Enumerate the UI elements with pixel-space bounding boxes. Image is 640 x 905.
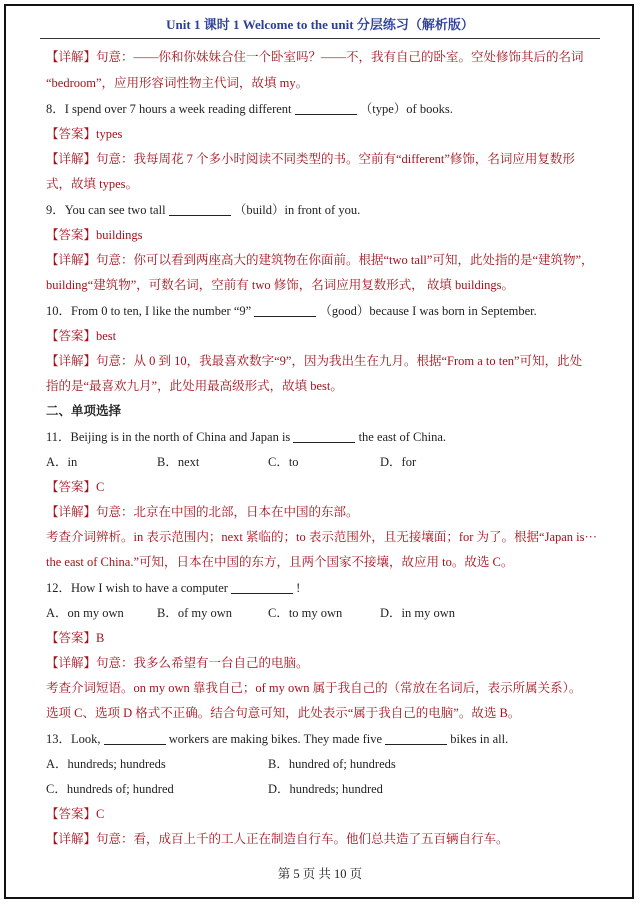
answer-blank	[385, 732, 447, 745]
answer-12: 【答案】B	[46, 631, 105, 645]
question-9-text-end: （build）in front of you.	[233, 203, 361, 217]
explain-line: building“建筑物”，可数名词，空前有 two 修饰，名词应用复数形式， 故填 buildings。	[46, 278, 515, 292]
question-9	[46, 201, 598, 219]
explain-line: 考查介词短语。on my own 靠我自己；of my own 属于我自己的（常放在名词后，表示所属关系）。	[46, 681, 582, 695]
page-header-title: Unit 1 课时 1 Welcome to the unit 分层练习（解析版）	[166, 17, 474, 32]
question-9-text: 9．You can see two tall	[46, 203, 166, 217]
question-11	[46, 428, 598, 446]
question-8-text-end: （type）of books.	[359, 102, 453, 116]
explain-line: 【详解】句意：北京在中国的北部，日本在中国的东部。	[46, 505, 359, 519]
question-8	[46, 100, 598, 118]
option-b: B．of my own	[157, 606, 233, 620]
question-13-text: 13．Look,	[46, 732, 101, 746]
question-12-text-end: !	[296, 581, 301, 595]
explain-line: 式，故填 types。	[46, 177, 139, 191]
answer-13: 【答案】C	[46, 807, 105, 821]
question-11-text-end: the east of China.	[358, 430, 447, 444]
explain-line: 选项 C、选项 D 格式不正确。结合句意可知，此处表示“属于我自己的电脑”。故选 B。	[46, 706, 521, 720]
answer-blank	[231, 581, 293, 594]
explain-line: 【详解】句意：我每周花 7 个多小时阅读不同类型的书。空前有“different”修饰，名词应用复数形	[46, 152, 575, 166]
explain-line: 【详解】句意：从 0 到 10，我最喜欢数字“9”，因为我出生在九月。根据“From a to ten”可知，此处	[46, 354, 583, 368]
question-12-text: 12．How I wish to have a computer	[46, 581, 228, 595]
question-12	[46, 579, 598, 597]
answer-blank	[104, 732, 166, 745]
explain-line: 【详解】句意：看，成百上千的工人正在制造自行车。他们总共造了五百辆自行车。	[46, 832, 509, 846]
question-10-text: 10．From 0 to ten, I like the number “9”	[46, 304, 252, 318]
option-c: C．hundreds of; hundred	[46, 782, 174, 796]
question-13-text-mid: workers are making bikes. They made five	[168, 732, 383, 746]
header-rule	[40, 38, 600, 39]
question-13-text-end: bikes in all.	[450, 732, 509, 746]
explain-line: 【详解】句意：你可以看到两座高大的建筑物在你面前。根据“two tall”可知，此处指的是“建筑物”，	[46, 253, 594, 267]
question-13	[46, 730, 598, 748]
explain-line: 【详解】句意：我多么希望有一台自己的电脑。	[46, 656, 309, 670]
option-d: D．hundreds; hundred	[268, 782, 383, 796]
option-a: A．in	[46, 455, 78, 469]
question-10-text-end: （good）because I was born in September.	[319, 304, 537, 318]
explain-line: “bedroom”，应用形容词性物主代词，故填 my。	[46, 76, 309, 90]
question-8-text: 8．I spend over 7 hours a week reading different	[46, 102, 292, 116]
answer-10: 【答案】best	[46, 329, 117, 343]
option-a: A．on my own	[46, 606, 124, 620]
answer-8: 【答案】types	[46, 127, 123, 141]
page-footer: 第 5 页 共 10 页	[277, 867, 363, 881]
option-b: B．hundred of; hundreds	[268, 757, 396, 771]
explain-line: 指的是“最喜欢九月”，此处用最高级形式，故填 best。	[46, 379, 343, 393]
question-11-text: 11．Beijing is in the north of China and Japan is	[46, 430, 291, 444]
explain-line: the east of China.”可知，日本在中国的东方，且两个国家不接壤，故应用 to。故选 C。	[46, 555, 514, 569]
question-10	[46, 302, 598, 320]
explain-line: 考查介词辨析。in 表示范围内；next 紧临的；to 表示范围外，且无接壤面；for 为了。根据“Japan is···	[46, 530, 598, 544]
answer-9: 【答案】buildings	[46, 228, 143, 242]
section-heading: 二、单项选择	[46, 404, 122, 418]
option-c: C．to my own	[268, 606, 343, 620]
option-d: D．for	[380, 455, 417, 469]
option-c: C．to	[268, 455, 299, 469]
answer-blank	[295, 102, 357, 115]
option-d: D．in my own	[380, 606, 456, 620]
answer-blank	[254, 304, 316, 317]
explain-line: 【详解】句意：——你和你妹妹合住一个卧室吗？——不，我有自己的卧室。空处修饰其后的名词	[46, 50, 584, 64]
option-a: A．hundreds; hundreds	[46, 757, 166, 771]
answer-11: 【答案】C	[46, 480, 105, 494]
option-b: B．next	[157, 455, 200, 469]
answer-blank	[169, 203, 231, 216]
answer-blank	[293, 430, 355, 443]
